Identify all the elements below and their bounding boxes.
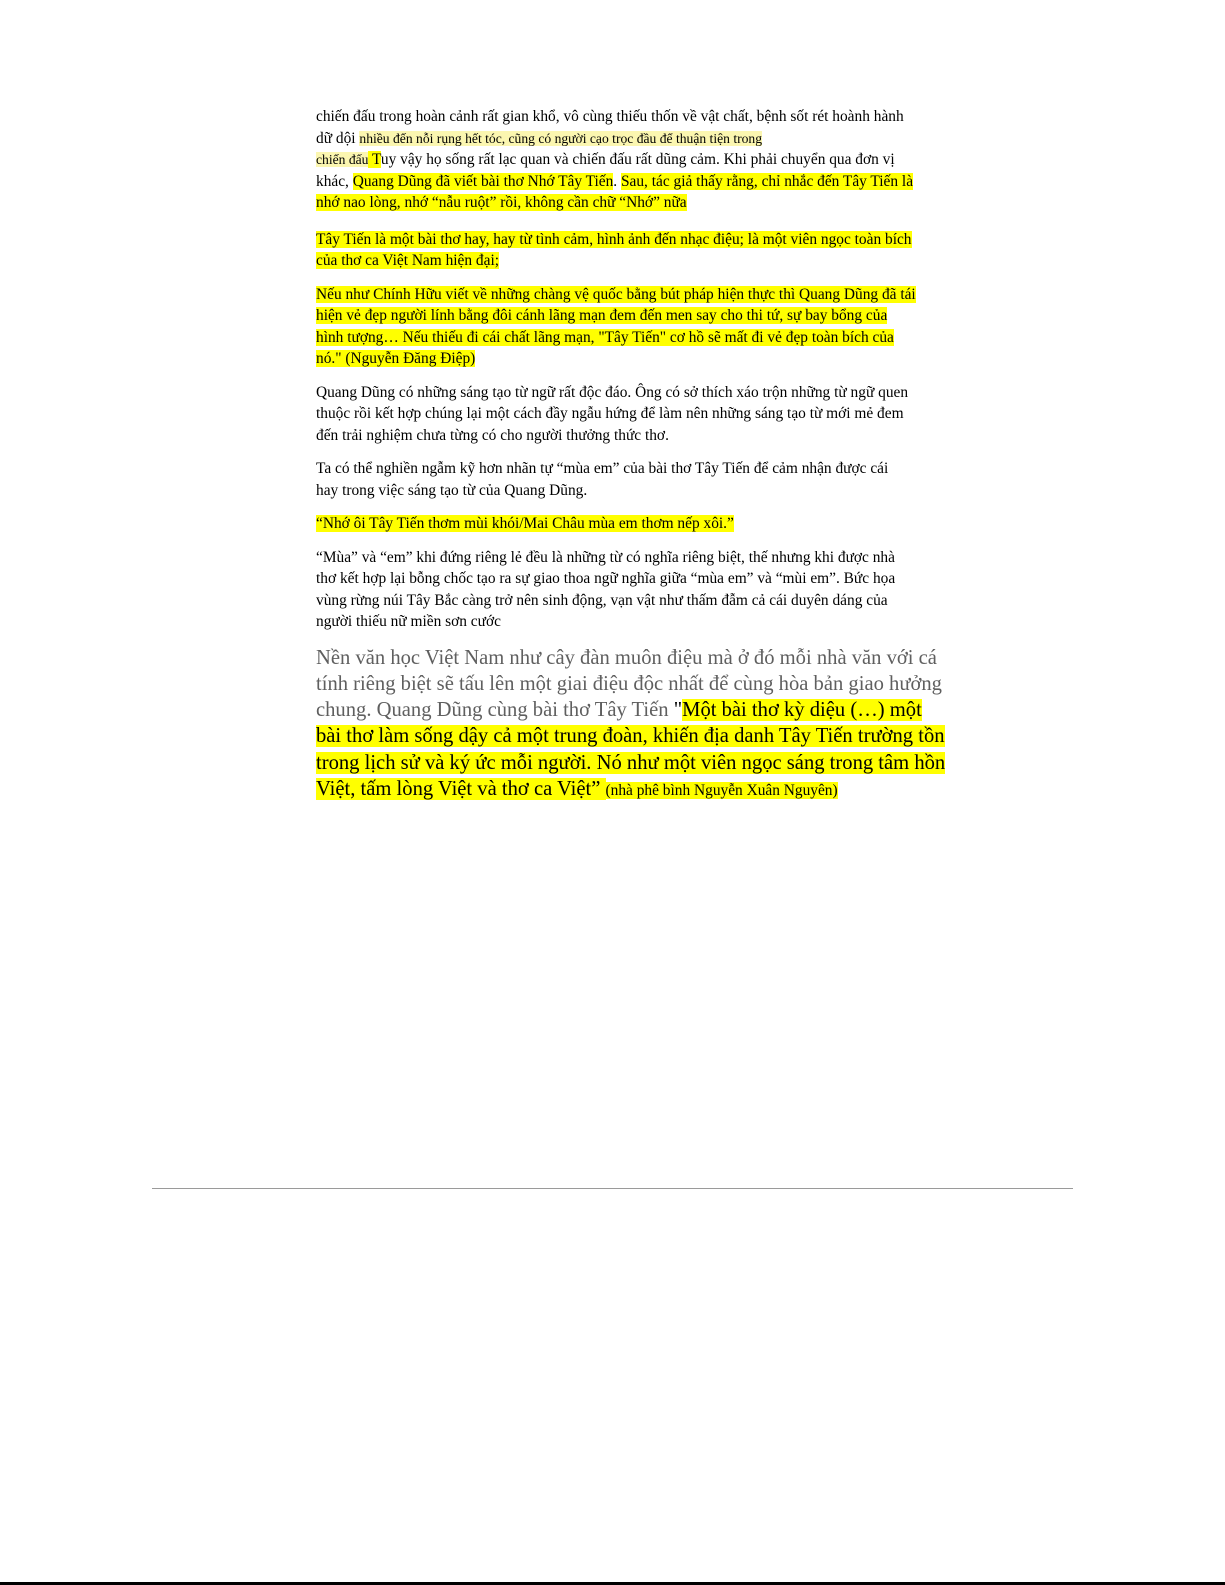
paragraph-analysis (316, 547, 962, 633)
text-line (316, 750, 962, 776)
text-run: . (613, 172, 621, 190)
text-line (316, 229, 962, 251)
text-line (316, 425, 962, 447)
paragraph-context (316, 106, 962, 214)
text-line (316, 149, 962, 171)
text-run: thơ kết hợp lại bỗng chốc tạo ra sự giao thoa ngữ nghĩa giữa “mùa em” và “mùi em”. Bức họa (316, 570, 896, 587)
text-run: đến trải nghiệm chưa từng có cho người thưởng thức thơ. (316, 426, 669, 444)
highlighted-text: T (368, 151, 381, 168)
text-line (316, 128, 962, 150)
text-run: tính riêng biệt sẽ tấu lên một giai điệu độc nhất để cùng hòa bản giao hưởng (316, 672, 942, 695)
highlighted-quote: “Nhớ ôi Tây Tiến thơm mùi khói/Mai Châu mùa em thơm nếp xôi.” (316, 515, 734, 532)
text-run: khác, (316, 172, 353, 190)
highlighted-text: Một bài thơ kỳ diệu (…) một (682, 699, 922, 722)
document-page-content (316, 106, 962, 804)
text-line (316, 697, 962, 723)
text-run: người thiếu nữ miền sơn cước (316, 613, 501, 630)
text-line (316, 348, 962, 370)
text-line (316, 568, 962, 590)
highlighted-text: trong lịch sử và ký ức mỗi người. Nó như một viên ngọc sáng trong tâm hồn (316, 751, 946, 774)
text-run: uy vậy họ sống rất lạc quan và chiến đấu rất dũng cảm. Khi phải chuyển qua đơn vị (380, 151, 895, 168)
text-line (316, 671, 962, 697)
text-run: Nền văn học Việt Nam như cây đàn muôn điệu mà ở đó mỗi nhà văn với cá (316, 646, 937, 669)
highlighted-text: Tây Tiến là một bài thơ hay, hay từ tình cảm, hình ảnh đến nhạc điệu; là một viên ngọc toàn bích (316, 230, 912, 248)
text-run: dữ dội (316, 129, 360, 147)
text-run: vùng rừng núi Tây Bắc càng trở nên sinh động, vạn vật như thấm đẫm cả cái duyên dáng của (316, 591, 888, 609)
text-run: Quang Dũng có những sáng tạo từ ngữ rất độc đáo. Ông có sở thích xáo trộn những từ ngữ quen (316, 383, 909, 401)
highlighted-text: Việt, tấm lòng Việt và thơ ca Việt (316, 777, 592, 800)
highlighted-text: hiện vẻ đẹp người lính bằng đôi cánh lãng mạn đem đến men say cho thi tứ, sự bay bổng của (316, 307, 888, 324)
text-line (316, 403, 962, 425)
text-line (316, 645, 962, 671)
text-line (316, 590, 962, 612)
text-run: " (673, 699, 683, 722)
text-run: “Mùa” và “em” khi đứng riêng lẻ đều là những từ có nghĩa riêng biệt, thế nhưng khi được nhà (316, 548, 895, 566)
paragraph-sang-tao (316, 382, 962, 447)
text-line (316, 192, 962, 214)
highlighted-text: chiến đấu (316, 152, 369, 167)
text-line (316, 776, 962, 804)
paragraph-quote (316, 513, 962, 535)
text-run: Ta có thể nghiền ngẫm kỹ hơn nhãn tự “mùa em” của bài thơ Tây Tiến để cảm nhận được cái (316, 460, 889, 477)
highlighted-text: của thơ ca Việt Nam hiện đại; (316, 252, 500, 269)
highlighted-text: ” (591, 777, 606, 800)
text-line (316, 480, 962, 502)
highlighted-text: nhiều đến nỗi rụng hết tóc, cũng có người cạo trọc đầu để thuận tiện trong (359, 130, 763, 146)
text-run: chiến đấu trong hoàn cảnh rất gian khổ, vô cùng thiếu thốn về vật chất, bệnh sốt rét hoành hành (316, 108, 904, 125)
paragraph-mua-em (316, 458, 962, 501)
text-line (316, 305, 962, 327)
text-line (316, 171, 962, 193)
text-line (316, 547, 962, 569)
text-run: chung. Quang Dũng cùng bài thơ Tây Tiến (316, 699, 674, 722)
highlighted-text: nhớ nao lòng, nhớ “nẫu ruột” rồi, không cần chữ “Nhớ” nữa (316, 194, 687, 211)
text-line (316, 284, 962, 306)
text-line (316, 106, 962, 128)
paragraph-conclusion (316, 645, 962, 805)
highlighted-text: Nếu như Chính Hữu viết về những chàng vệ quốc bằng bút pháp hiện thực thì Quang Dũng đã tái (316, 285, 916, 303)
text-line (316, 723, 962, 749)
text-line (316, 327, 962, 349)
paragraph-chinh-huu (316, 284, 962, 370)
highlighted-text: hình tượng… Nếu thiếu đi cái chất lãng mạn, "Tây Tiến" cơ hồ sẽ mất đi vẻ đẹp toàn bích của (316, 328, 894, 346)
text-line (316, 458, 962, 480)
text-run: hay trong việc sáng tạo từ của Quang Dũng. (316, 481, 588, 499)
highlighted-text: nó." (Nguyễn Đăng Điệp) (316, 350, 476, 367)
paragraph-tay-tien (316, 229, 962, 272)
highlighted-text: bài thơ làm sống dậy cả một trung đoàn, khiến địa danh Tây Tiến trường tồn (316, 725, 945, 748)
highlighted-text: Sau, tác giả thấy rằng, chỉ nhắc đến Tây Tiến là (620, 172, 914, 190)
highlighted-attribution: (nhà phê bình Nguyễn Xuân Nguyên) (605, 781, 838, 799)
text-line (316, 250, 962, 272)
text-line (316, 611, 962, 633)
text-line (316, 382, 962, 404)
text-run: thuộc rồi kết hợp chúng lại một cách đầy ngẫu hứng để làm nên những sáng tạo từ mới mẻ đem (316, 405, 904, 422)
highlighted-text: Quang Dũng đã viết bài thơ Nhớ Tây Tiến (352, 172, 614, 190)
page-divider (152, 1188, 1073, 1189)
text-line (316, 513, 962, 535)
